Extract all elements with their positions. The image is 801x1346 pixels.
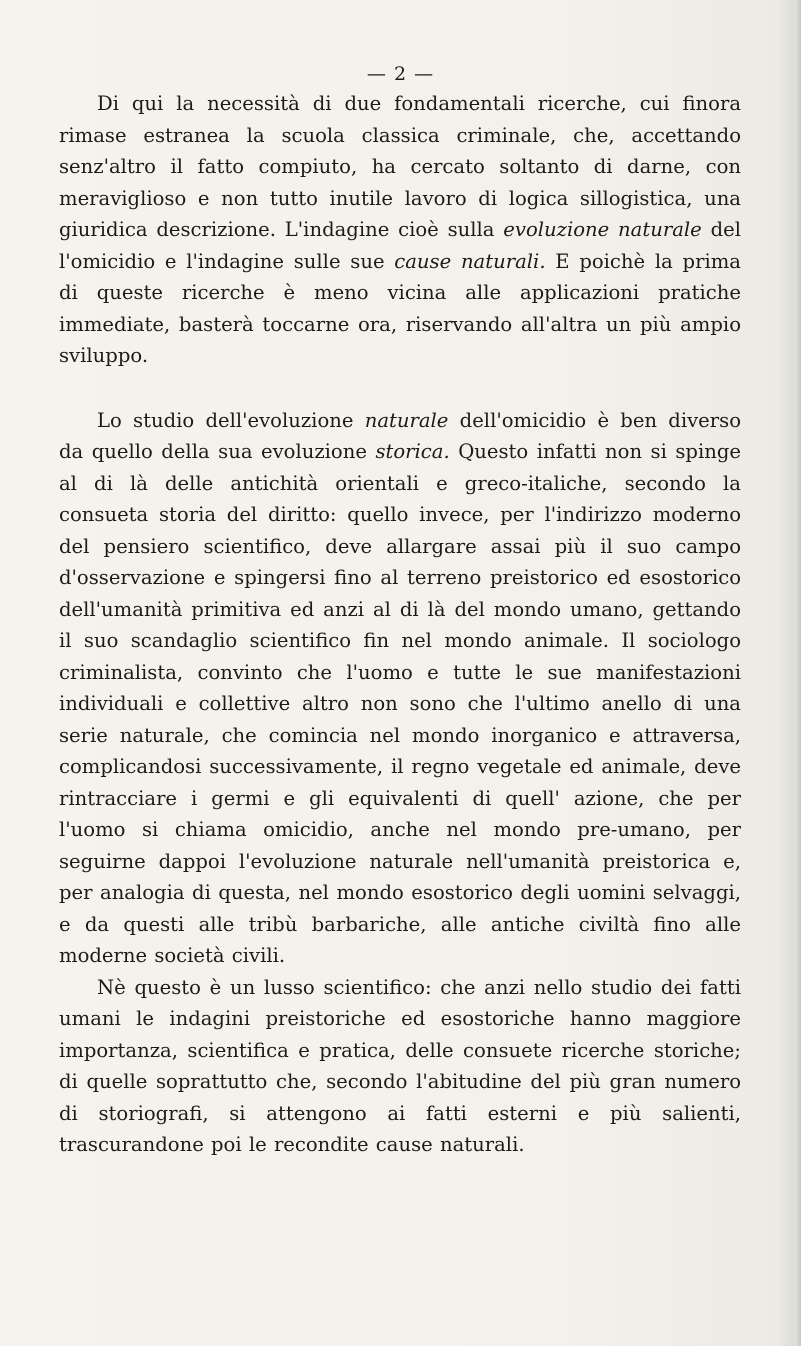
paragraph-1-text-1: Di qui la necessità di due fondamentali ricerche, cui finora rimase estranea la scuola classica criminale, che, accettando senz'altro il fatto compiuto, ha cercato soltanto di darne, con meraviglioso e non tutto inutile lavoro di logica sillogistica, una giuridica descrizione. L'indagine cioè sulla [59, 92, 741, 241]
body-text [59, 88, 741, 1161]
page-number: — 2 — [366, 63, 435, 85]
paragraph-2-text-3: Questo infatti non si spinge al di là delle antichità orientali e greco-italiche, secondo la consueta storia del diritto: quello invece, per l'indirizzo moderno del pensiero scientifico, deve allargare assai più il suo campo d'osservazione e spingersi fino al terreno preistorico ed esostorico dell'umanità primitiva ed anzi al di là del mondo umano, gettando il suo scandaglio scientifico fin nel mondo animale. Il sociologo criminalista, convinto che l'uomo e tutte le sue manifestazioni individuali e collettive altro non sono che l'ultimo anello di una serie naturale, che comincia nel mondo inorganico e attraversa, complicandosi successivamente, il regno vegetale ed animale, deve rintracciare i germi e gli equivalenti di quell' azione, che per l'uomo si chiama omicidio, anche nel mondo pre-umano, per seguirne dappoi l'evoluzione naturale nell'umanità preistorica e, per analogia di questa, nel mondo esostorico degli uomini selvaggi, e da questi alle tribù barbariche, alle antiche civiltà fino alle moderne società civili. [59, 440, 741, 967]
paragraph-1-italic-cause-naturali: cause naturali. [394, 249, 546, 273]
paragraph-2-italic-naturale: naturale [364, 408, 449, 432]
paragraph-2 [59, 405, 741, 972]
paragraph-2-text-1: Lo studio dell'evoluzione [97, 408, 365, 432]
paragraph-2-text-2: dell'omicidio è ben diverso da quello della sua evoluzione [59, 408, 741, 463]
paragraph-1 [59, 88, 741, 372]
page-edge-shadow [794, 0, 801, 1346]
paragraph-3 [59, 972, 741, 1161]
paragraph-2-italic-storica: storica. [375, 440, 450, 463]
paragraph-1-text-2: del l'omicidio e l'indagine sulle sue [59, 218, 741, 273]
paragraph-1-italic-evoluzione-naturale: evoluzione naturale [503, 218, 702, 241]
paragraph-1-text-3: E poichè la prima di queste ricerche è meno vicina alle applicazioni pratiche immediate, basterà toccarne ora, riservando all'altra un più ampio sviluppo. [59, 249, 741, 367]
paragraph-3-text-1: Nè questo è un lusso scientifico: che anzi nello studio dei fatti umani le indagini preistoriche ed esostoriche hanno maggiore importanza, scientifica e pratica, delle consuete ricerche storiche; di quelle soprattutto che, secondo l'abitudine del più gran numero di storiografi, si attengono ai fatti esterni e più salienti, trascurandone poi le recondite cause naturali. [59, 975, 741, 1156]
